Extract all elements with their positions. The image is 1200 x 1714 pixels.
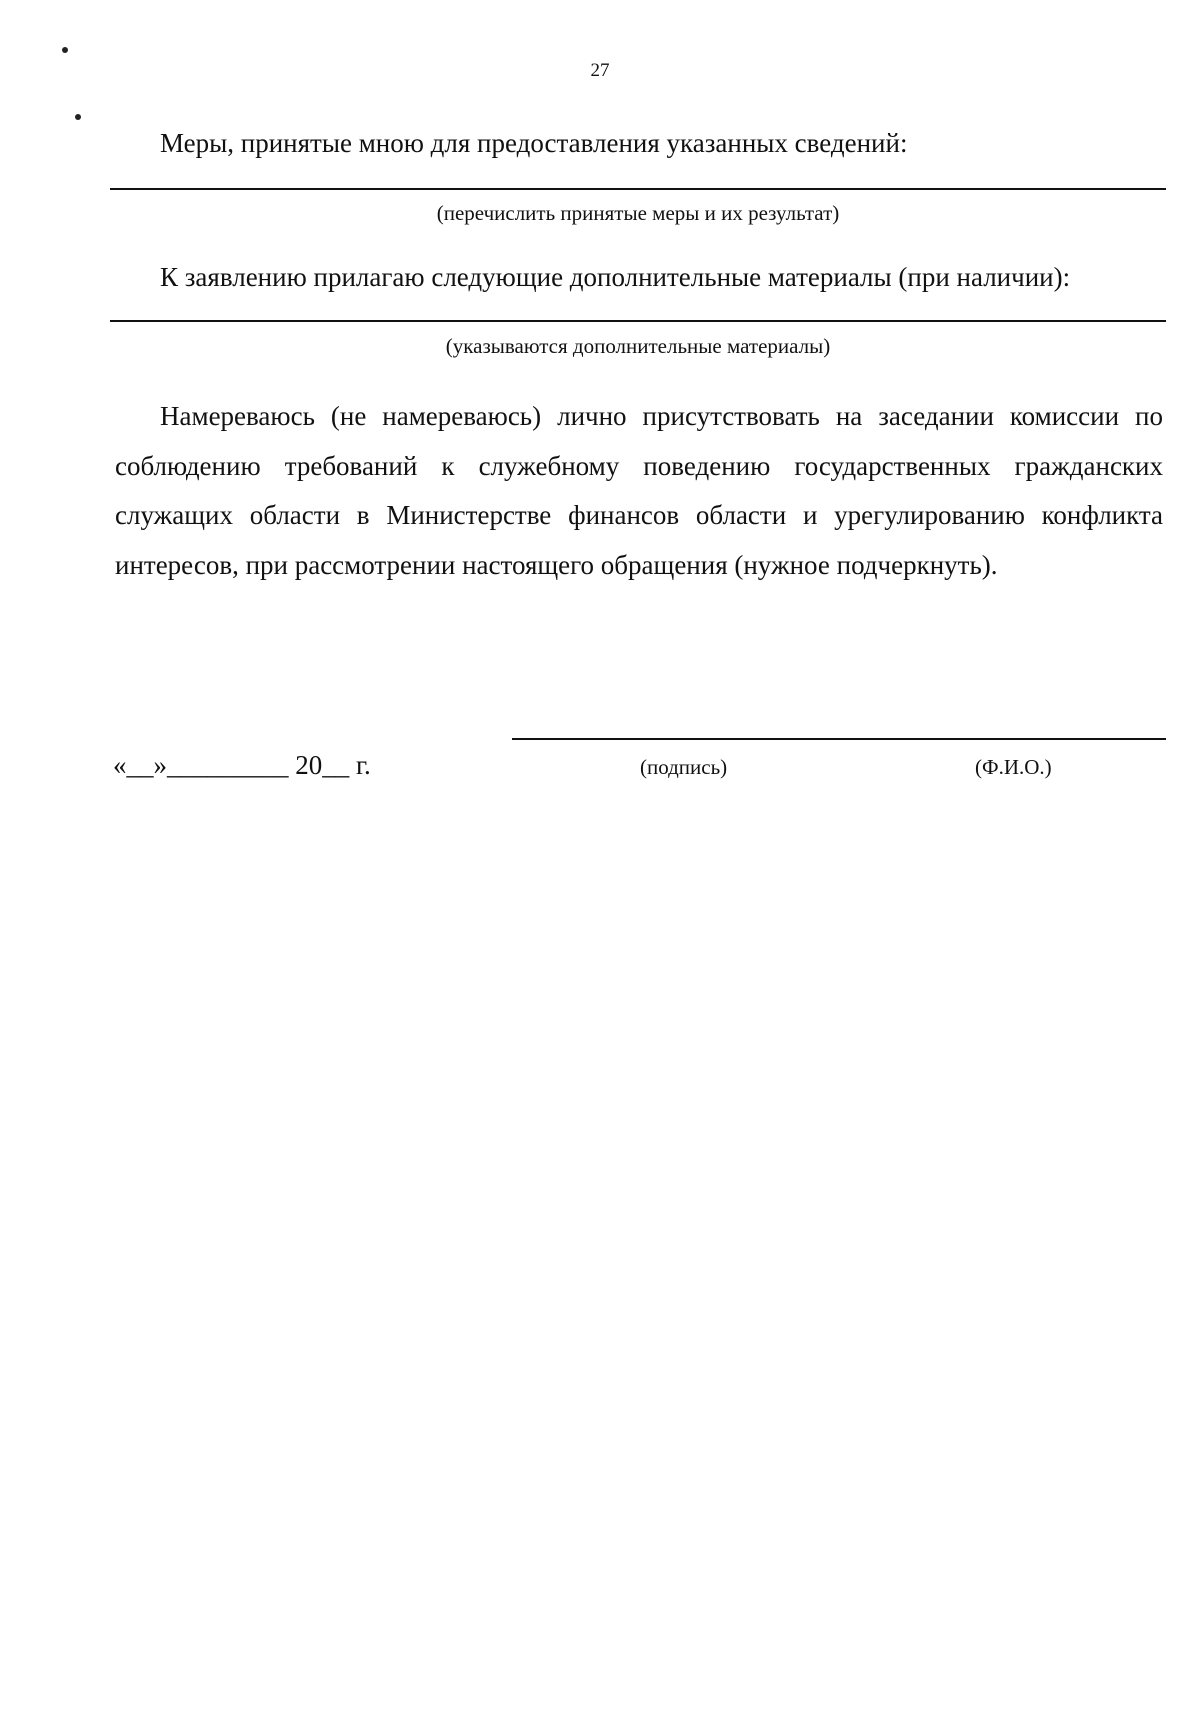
materials-statement: К заявлению прилагаю следующие дополнительные материалы (при наличии): (160, 262, 1071, 292)
signature-label: (подпись) (640, 755, 728, 779)
attendance-intent-paragraph: Намереваюсь (не намереваюсь) лично присутствовать на заседании комиссии по соблюдению требований к служебному поведению государственных гражданских служащих области в Министерстве финансов области и урегулированию конфликта интересов, при рассмотрении настоящего обращения (нужное подчеркнуть). (115, 401, 1163, 580)
full-name-label: (Ф.И.О.) (975, 755, 1052, 779)
page-number: 27 (590, 60, 610, 81)
materials-caption: (указываются дополнительные материалы) (445, 334, 831, 358)
signature-fill-line (512, 738, 1166, 740)
scan-speck (75, 114, 81, 120)
measures-caption: (перечислить принятые меры и их результат) (436, 201, 840, 225)
scan-speck (62, 47, 68, 53)
materials-fill-line (110, 320, 1166, 322)
measures-statement: Меры, принятые мною для предоставления указанных сведений: (160, 128, 908, 158)
measures-fill-line (110, 188, 1166, 190)
date-field: «__»_________ 20__ г. (113, 750, 371, 780)
